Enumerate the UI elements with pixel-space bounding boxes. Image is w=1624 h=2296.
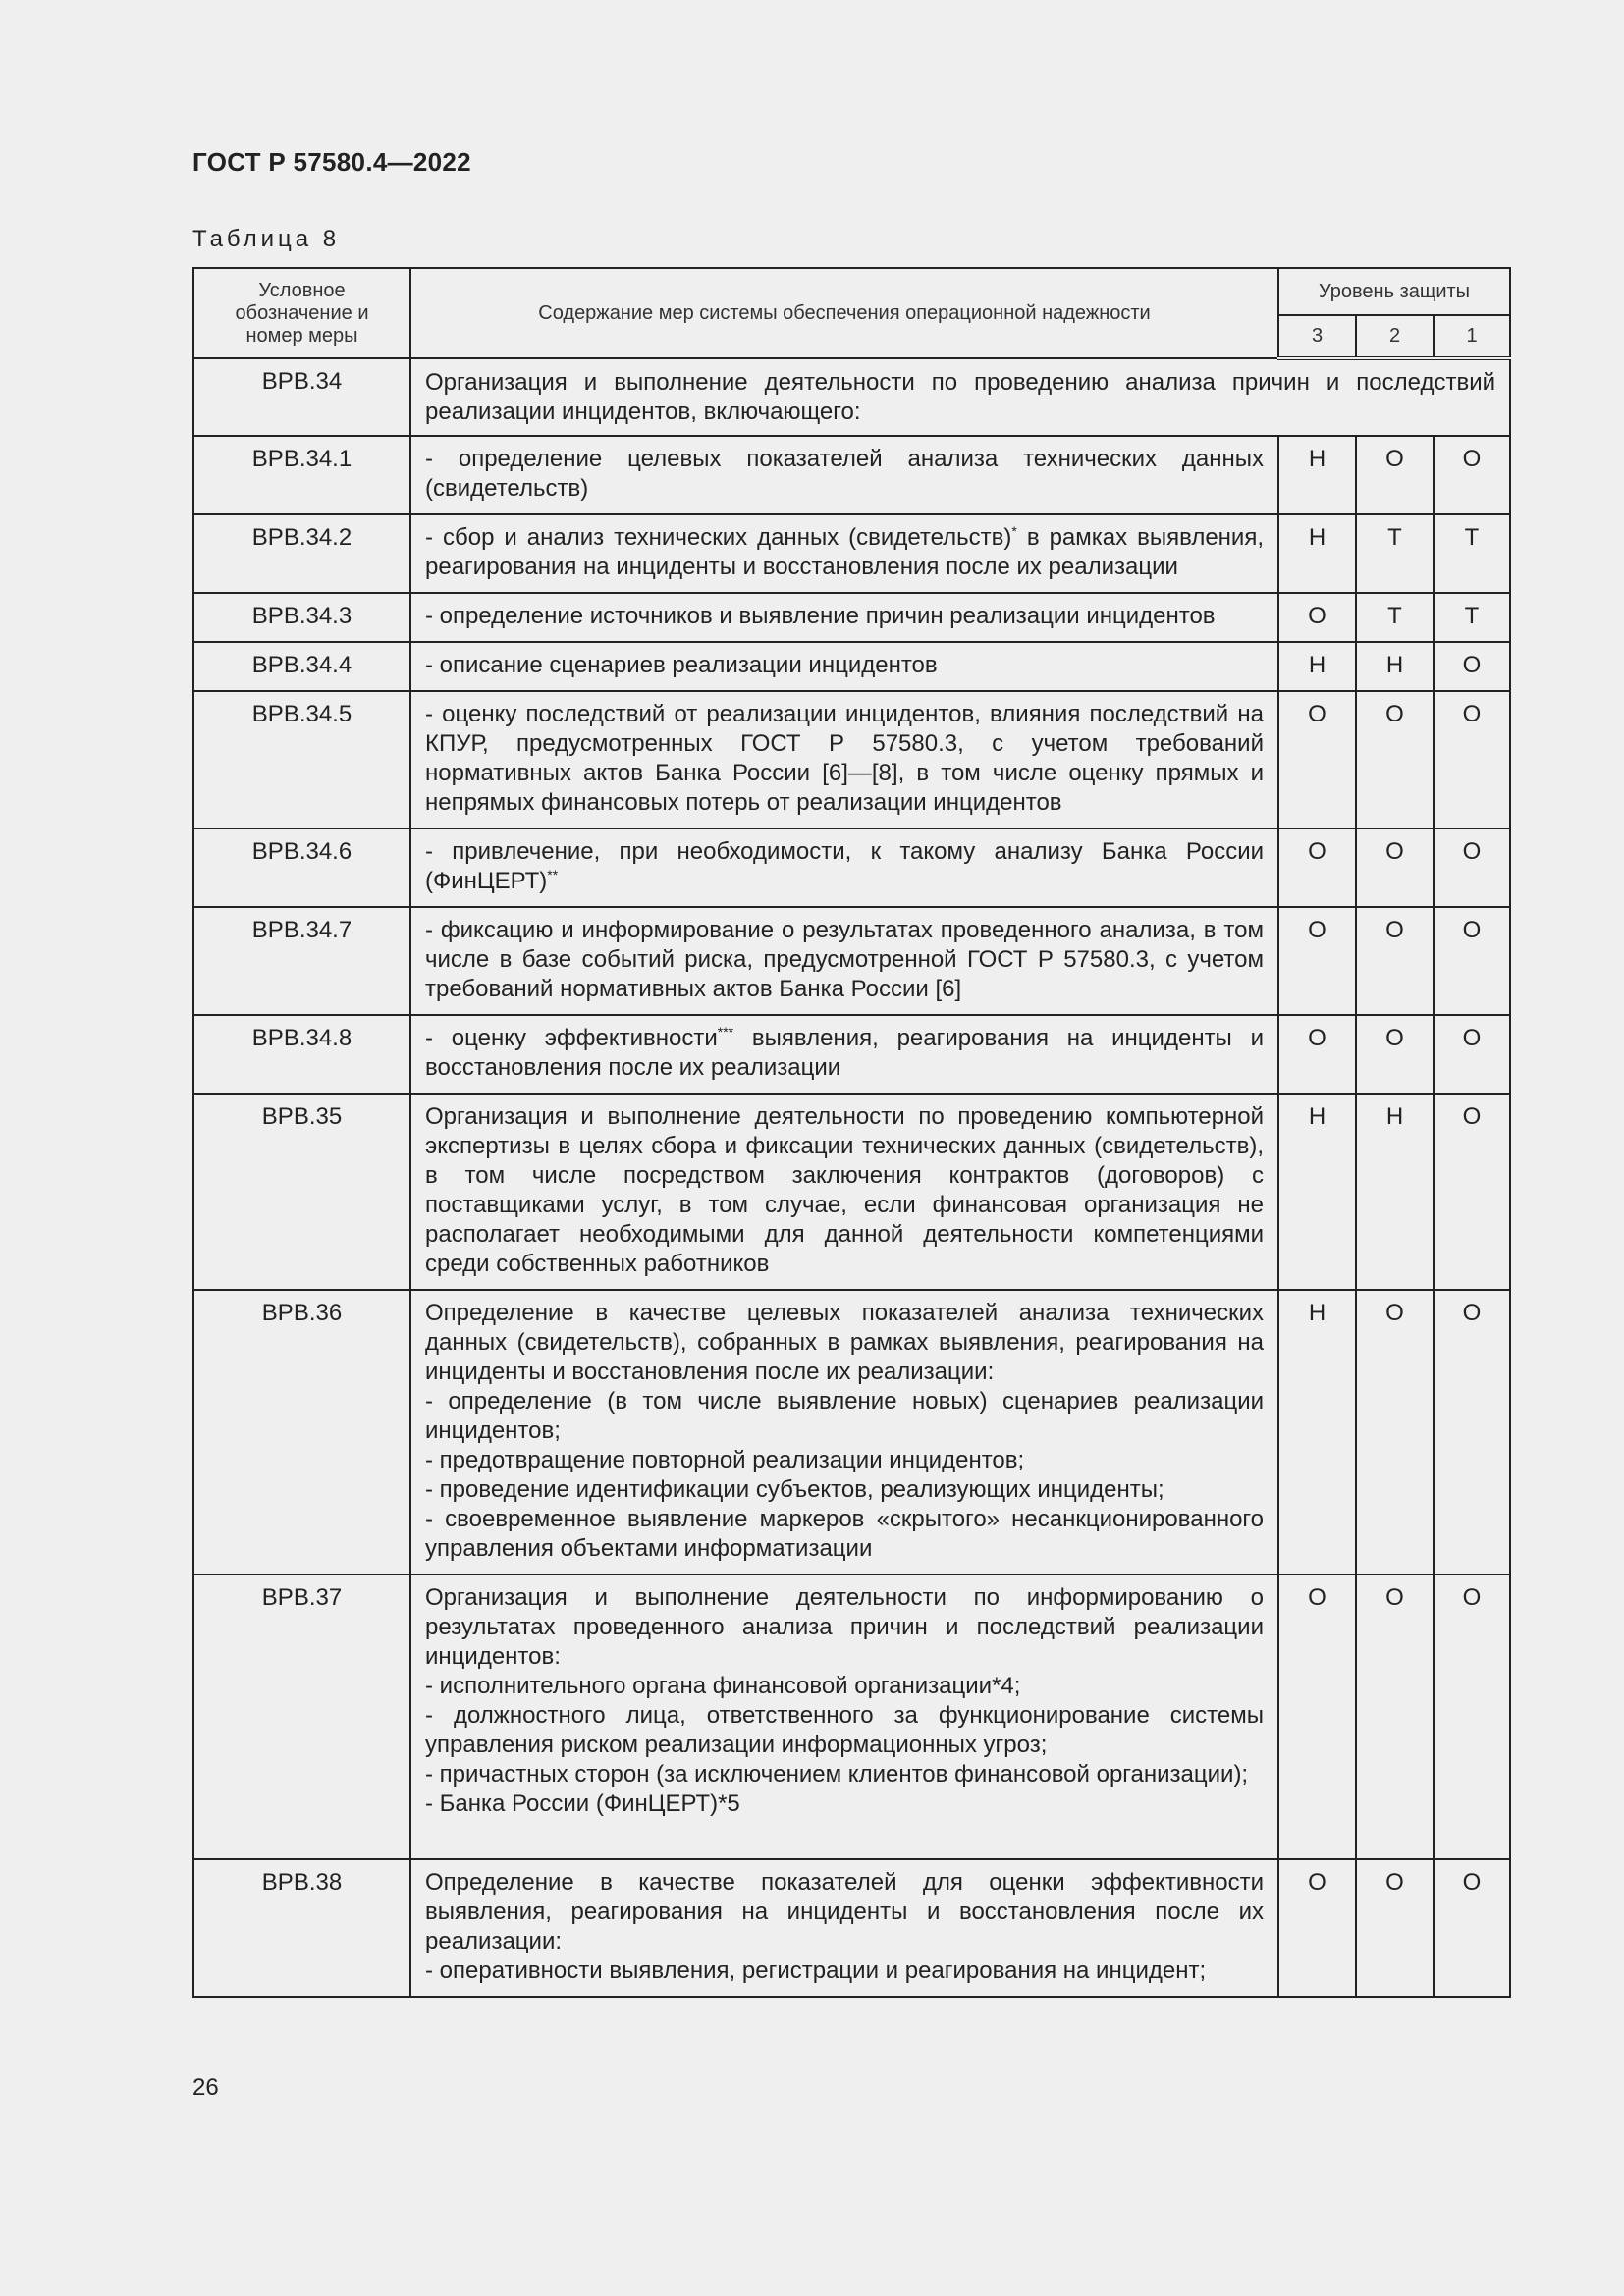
description-text: в рамках выявления, реагирования на инциденты и восстановления после их реализации [425, 524, 1265, 580]
table-row [193, 907, 1510, 1015]
description-text: выявления, реагирования на инциденты и восстановления после их реализации [425, 1025, 1265, 1081]
table-row [193, 691, 1510, 828]
protection-level-3: Н [1278, 514, 1356, 593]
measure-description [410, 436, 1278, 514]
protection-level-1: О [1434, 1094, 1510, 1290]
table-row [193, 358, 1510, 436]
protection-level-3: О [1278, 593, 1356, 642]
description-line: - предотвращение повторной реализации инцидентов; [425, 1447, 1025, 1473]
table-row [193, 1859, 1510, 1997]
description-text: - сбор и анализ технических данных (свидетельств) [425, 524, 1012, 551]
measure-description [410, 828, 1278, 907]
protection-level-1: О [1434, 1859, 1510, 1997]
footnote-mark: * [1011, 523, 1017, 539]
measure-description [410, 1015, 1278, 1094]
protection-level-3: О [1278, 828, 1356, 907]
measure-code: ВРВ.34.5 [193, 691, 410, 828]
protection-level-2: О [1356, 436, 1434, 514]
protection-level-1: О [1434, 1015, 1510, 1094]
protection-level-3: Н [1278, 436, 1356, 514]
protection-level-1: О [1434, 691, 1510, 828]
description-line: - определение (в том числе выявление новых) сценариев реализации инцидентов; [425, 1388, 1264, 1444]
protection-level-2: Т [1356, 593, 1434, 642]
protection-level-1: О [1434, 828, 1510, 907]
protection-level-2: О [1356, 1015, 1434, 1094]
table-row [193, 1290, 1510, 1575]
description-line: - определение целевых показателей анализа технических данных (свидетельств) [425, 446, 1264, 502]
measure-description [410, 514, 1278, 593]
protection-level-1: О [1434, 1575, 1510, 1859]
protection-level-1: О [1434, 1290, 1510, 1575]
measure-description [410, 358, 1510, 436]
description-line: - проведение идентификации субъектов, реализующих инциденты; [425, 1476, 1164, 1503]
measure-code: ВРВ.34.6 [193, 828, 410, 907]
table-body [193, 358, 1510, 1997]
measure-code: ВРВ.36 [193, 1290, 410, 1575]
measure-description [410, 1859, 1278, 1997]
protection-level-3: Н [1278, 1094, 1356, 1290]
header-level-1: 1 [1434, 315, 1510, 358]
protection-level-2: О [1356, 828, 1434, 907]
description-line: - причастных сторон (за исключением клиентов финансовой организации); [425, 1761, 1249, 1788]
measure-code: ВРВ.34.8 [193, 1015, 410, 1094]
protection-level-3: О [1278, 691, 1356, 828]
protection-level-3: Н [1278, 1290, 1356, 1575]
protection-level-2: О [1356, 1290, 1434, 1575]
description-line: - исполнительного органа финансовой организации*4; [425, 1673, 1021, 1699]
description-text: - привлечение, при необходимости, к такому анализу Банка России (ФинЦЕРТ) [425, 838, 1264, 894]
protection-level-3: О [1278, 1575, 1356, 1859]
protection-level-1: Т [1434, 514, 1510, 593]
protection-level-2: О [1356, 907, 1434, 1015]
description-line: Определение в качестве целевых показателей анализа технических данных (свидетельств), собранных в рамках выявления, реагирования на инциденты и восстановления после их реализации: [425, 1300, 1264, 1385]
footnote-mark: ** [547, 867, 559, 882]
description-line: - определение источников и выявление причин реализации инцидентов [425, 603, 1216, 629]
table-row [193, 593, 1510, 642]
description-line: - фиксацию и информирование о результатах проведенного анализа, в том числе в базе событий риска, предусмотренной ГОСТ Р 57580.3, с учетом требований нормативных актов Банка России [6] [425, 917, 1264, 1002]
measure-description [410, 1575, 1278, 1859]
description-line: Определение в качестве показателей для оценки эффективности выявления, реагирования на инциденты и восстановления после их реализации: [425, 1869, 1264, 1954]
measure-code: ВРВ.34.7 [193, 907, 410, 1015]
measure-code: ВРВ.34.1 [193, 436, 410, 514]
measures-table [192, 267, 1511, 1998]
description-line: Организация и выполнение деятельности по проведению компьютерной экспертизы в целях сбора и фиксации технических данных (свидетельств), в том числе посредством заключения контрактов (договоров) с поставщиками услуг, в том случае, если финансовая организация не располагает необходимыми для данной деятельности компетенциями среди собственных работников [425, 1103, 1264, 1277]
protection-level-3: О [1278, 1015, 1356, 1094]
description-line: - должностного лица, ответственного за функционирование системы управления риском реализации информационных угроз; [425, 1702, 1264, 1758]
description-line: Организация и выполнение деятельности по информированию о результатах проведенного анализа причин и последствий реализации инцидентов: [425, 1584, 1264, 1670]
protection-level-1: Т [1434, 593, 1510, 642]
table-row [193, 1015, 1510, 1094]
protection-level-2: Н [1356, 642, 1434, 691]
measure-description [410, 691, 1278, 828]
protection-level-2: О [1356, 691, 1434, 828]
table-caption: Таблица 8 [192, 226, 341, 252]
description-line: - Банка России (ФинЦЕРТ)*5 [425, 1790, 740, 1817]
measure-code: ВРВ.34.2 [193, 514, 410, 593]
document-header: ГОСТ Р 57580.4—2022 [192, 147, 471, 177]
table-row [193, 1575, 1510, 1859]
measure-code: ВРВ.34.4 [193, 642, 410, 691]
table-row [193, 1094, 1510, 1290]
measure-code: ВРВ.37 [193, 1575, 410, 1859]
header-level-2: 2 [1356, 315, 1434, 358]
measure-code: ВРВ.35 [193, 1094, 410, 1290]
page-number: 26 [192, 2074, 219, 2101]
table-row [193, 828, 1510, 907]
measure-description [410, 593, 1278, 642]
table-row [193, 514, 1510, 593]
protection-level-3: Н [1278, 642, 1356, 691]
measure-description [410, 1094, 1278, 1290]
header-level-3: 3 [1278, 315, 1356, 358]
header-level: Уровень защиты [1278, 268, 1510, 315]
measure-code: ВРВ.38 [193, 1859, 410, 1997]
description-line: - оперативности выявления, регистрации и реагирования на инцидент; [425, 1957, 1207, 1984]
measure-description [410, 642, 1278, 691]
measure-description [410, 1290, 1278, 1575]
description-text: - оценку эффективности [425, 1025, 718, 1051]
measure-code: ВРВ.34 [193, 358, 410, 436]
protection-level-2: О [1356, 1859, 1434, 1997]
measure-description [410, 907, 1278, 1015]
protection-level-1: О [1434, 907, 1510, 1015]
protection-level-1: О [1434, 436, 1510, 514]
table-head [193, 268, 1510, 358]
footnote-mark: *** [717, 1024, 734, 1040]
description-line: Организация и выполнение деятельности по проведению анализа причин и последствий реализации инцидентов, включающего: [425, 369, 1496, 425]
protection-level-2: О [1356, 1575, 1434, 1859]
protection-level-3: О [1278, 1859, 1356, 1997]
description-line: - оценку последствий от реализации инцидентов, влияния последствий на КПУР, предусмотренных ГОСТ Р 57580.3, с учетом требований нормативных актов Банка России [6]—[8], в том числе оценку прямых и непрямых финансовых потерь от реализации инцидентов [425, 701, 1264, 816]
protection-level-3: О [1278, 907, 1356, 1015]
header-code: Условное обозначение и номер меры [193, 268, 410, 358]
description-line: - описание сценариев реализации инцидентов [425, 652, 938, 678]
table-row [193, 642, 1510, 691]
protection-level-2: Н [1356, 1094, 1434, 1290]
description-line: - своевременное выявление маркеров «скрытого» несанкционированного управления объектами информатизации [425, 1506, 1264, 1562]
protection-level-2: Т [1356, 514, 1434, 593]
header-content: Содержание мер системы обеспечения операционной надежности [410, 268, 1278, 358]
measure-code: ВРВ.34.3 [193, 593, 410, 642]
table-row [193, 436, 1510, 514]
protection-level-1: О [1434, 642, 1510, 691]
